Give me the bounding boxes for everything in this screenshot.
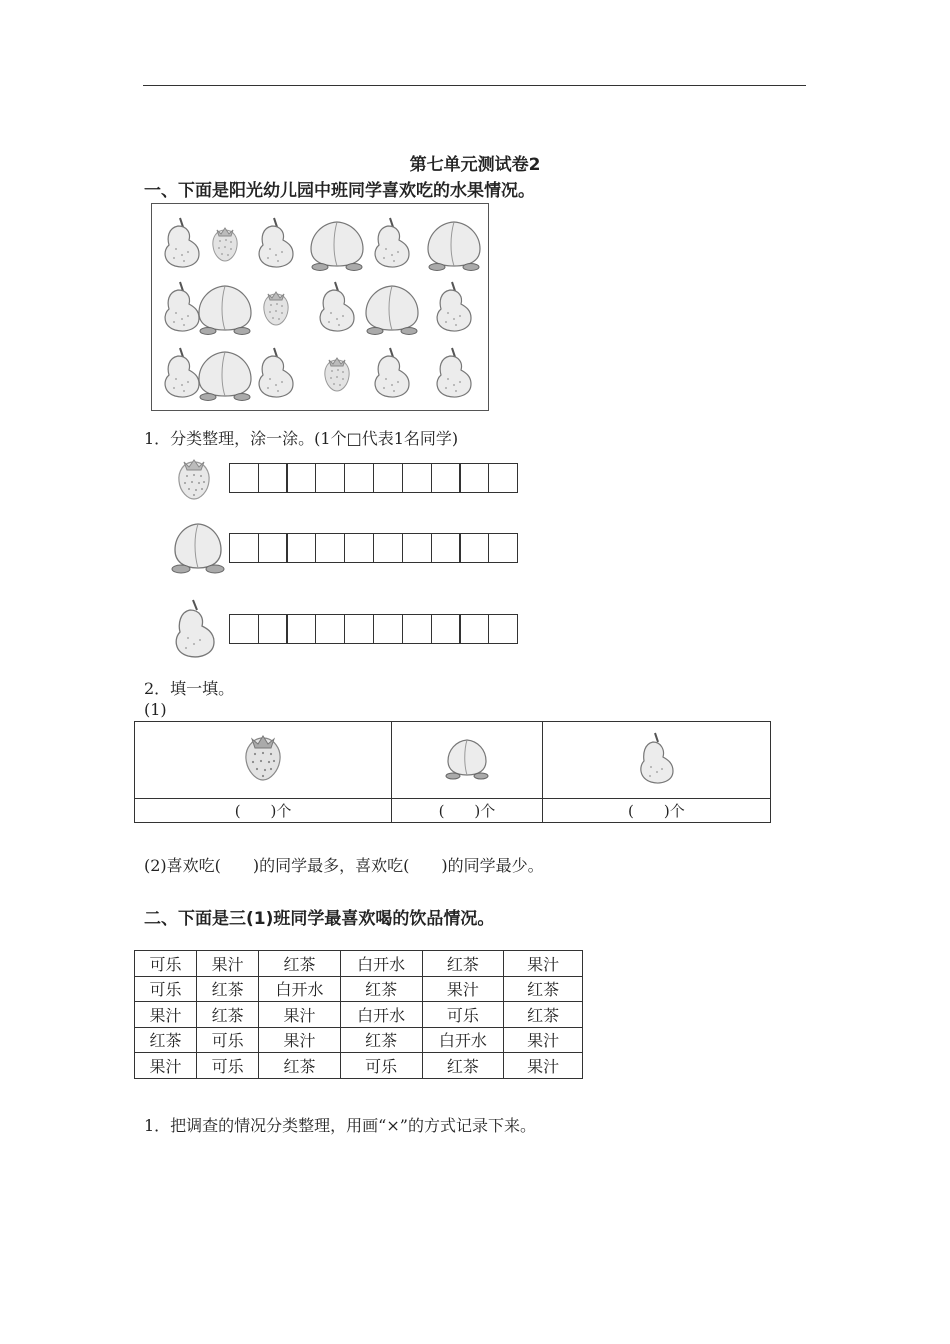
tally-box[interactable]	[431, 533, 461, 563]
tally-box[interactable]	[229, 463, 259, 493]
fruit-count-table	[134, 721, 771, 823]
drink-cell: 白开水	[340, 1002, 422, 1028]
strawberry-icon	[325, 358, 349, 391]
tally-box[interactable]	[344, 614, 374, 644]
peach-icon	[311, 222, 363, 271]
pear-icon	[375, 218, 409, 267]
drink-cell: 红茶	[422, 1053, 504, 1079]
strawberry-icon	[240, 732, 286, 784]
pear-icon	[320, 282, 354, 331]
tally-box[interactable]	[286, 533, 316, 563]
pear-icon	[634, 730, 678, 786]
tally-box[interactable]	[258, 463, 288, 493]
tally-box[interactable]	[258, 614, 288, 644]
drink-cell: 可乐	[197, 1027, 259, 1053]
tally-box[interactable]	[402, 614, 432, 644]
drink-cell: 可乐	[197, 1053, 259, 1079]
tally-box[interactable]	[344, 463, 374, 493]
tally-box[interactable]	[315, 463, 345, 493]
drink-cell: 白开水	[340, 951, 422, 977]
peach-icon	[428, 222, 480, 271]
drink-cell: 红茶	[259, 951, 341, 977]
tally-box[interactable]	[459, 614, 489, 644]
question-1-1: 1．分类整理，涂一涂。(1个□代表1名同学)	[144, 429, 459, 448]
peach-icon	[441, 735, 493, 781]
drink-cell: 白开水	[259, 976, 341, 1002]
drink-cell: 白开水	[422, 1027, 504, 1053]
pear-tally-boxes	[230, 614, 518, 644]
drink-cell: 果汁	[135, 1053, 197, 1079]
tally-box[interactable]	[286, 463, 316, 493]
drink-cell: 红茶	[135, 1027, 197, 1053]
header-rule	[143, 85, 806, 86]
fruit-grid-svg	[152, 204, 488, 410]
drink-cell: 红茶	[504, 1002, 583, 1028]
tally-box[interactable]	[488, 614, 518, 644]
pear-icon	[165, 348, 199, 397]
drink-cell: 果汁	[135, 1002, 197, 1028]
table-row	[135, 1002, 583, 1028]
drink-cell: 红茶	[340, 1027, 422, 1053]
tally-box[interactable]	[258, 533, 288, 563]
peach-icon	[366, 286, 418, 335]
strawberry-count-blank[interactable]: ( )个	[135, 799, 392, 823]
pear-icon	[165, 282, 199, 331]
drink-cell: 可乐	[340, 1053, 422, 1079]
tally-box[interactable]	[315, 533, 345, 563]
pear-count-blank[interactable]: ( )个	[542, 799, 770, 823]
tally-box[interactable]	[459, 533, 489, 563]
drink-cell: 果汁	[504, 1053, 583, 1079]
section1-heading: 一、下面是阳光幼儿园中班同学喜欢吃的水果情况。	[144, 181, 535, 201]
drink-cell: 果汁	[259, 1002, 341, 1028]
pear-icon	[165, 218, 199, 267]
question-1-2-sub2: (2)喜欢吃( )的同学最多，喜欢吃( )的同学最少。	[144, 856, 544, 875]
table-row	[135, 976, 583, 1002]
strawberry-icon	[172, 456, 216, 502]
peach-icon	[199, 352, 251, 401]
drink-cell: 红茶	[197, 1002, 259, 1028]
drink-cell: 果汁	[197, 951, 259, 977]
tally-box[interactable]	[459, 463, 489, 493]
peach-tally-boxes	[230, 533, 518, 563]
peach-icon	[199, 286, 251, 335]
drink-cell: 红茶	[197, 976, 259, 1002]
question-1-2: 2．填一填。	[144, 679, 235, 698]
tally-box[interactable]	[402, 463, 432, 493]
drink-cell: 可乐	[422, 1002, 504, 1028]
tally-box[interactable]	[431, 614, 461, 644]
peach-icon	[167, 518, 229, 576]
tally-box[interactable]	[229, 614, 259, 644]
tally-box[interactable]	[373, 463, 403, 493]
drink-cell: 果汁	[422, 976, 504, 1002]
drink-cell: 可乐	[135, 951, 197, 977]
drink-cell: 果汁	[259, 1027, 341, 1053]
peach-count-blank[interactable]: ( )个	[392, 799, 543, 823]
tally-box[interactable]	[402, 533, 432, 563]
fruit-picture-grid	[151, 203, 489, 411]
tally-box[interactable]	[488, 533, 518, 563]
tally-box[interactable]	[373, 614, 403, 644]
strawberry-icon	[264, 292, 288, 325]
pear-icon	[259, 348, 293, 397]
tally-box[interactable]	[344, 533, 374, 563]
drink-cell: 果汁	[504, 951, 583, 977]
tally-box[interactable]	[431, 463, 461, 493]
strawberry-tally-boxes	[230, 463, 518, 493]
tally-box[interactable]	[488, 463, 518, 493]
strawberry-header-cell	[135, 722, 392, 799]
tally-box[interactable]	[373, 533, 403, 563]
drink-cell: 果汁	[504, 1027, 583, 1053]
table-row	[135, 1027, 583, 1053]
tally-box[interactable]	[229, 533, 259, 563]
pear-icon	[437, 282, 471, 331]
pear-icon	[168, 596, 222, 660]
drink-cell: 红茶	[259, 1053, 341, 1079]
drink-cell: 红茶	[340, 976, 422, 1002]
table-row	[135, 1053, 583, 1079]
page-title: 第七单元测试卷2	[409, 155, 541, 175]
pear-header-cell	[542, 722, 770, 799]
pear-icon	[437, 348, 471, 397]
table-row	[135, 951, 583, 977]
tally-box[interactable]	[315, 614, 345, 644]
drink-cell: 可乐	[135, 976, 197, 1002]
question-2-1: 1．把调查的情况分类整理，用画“×”的方式记录下来。	[144, 1116, 536, 1135]
pear-icon	[259, 218, 293, 267]
peach-header-cell	[392, 722, 543, 799]
question-1-2-sub1: (1)	[144, 700, 167, 719]
strawberry-icon	[213, 228, 237, 261]
pear-icon	[375, 348, 409, 397]
drink-cell: 红茶	[422, 951, 504, 977]
tally-box[interactable]	[286, 614, 316, 644]
drink-survey-table	[134, 950, 583, 1079]
section2-heading: 二、下面是三(1)班同学最喜欢喝的饮品情况。	[144, 909, 495, 929]
drink-cell: 红茶	[504, 976, 583, 1002]
